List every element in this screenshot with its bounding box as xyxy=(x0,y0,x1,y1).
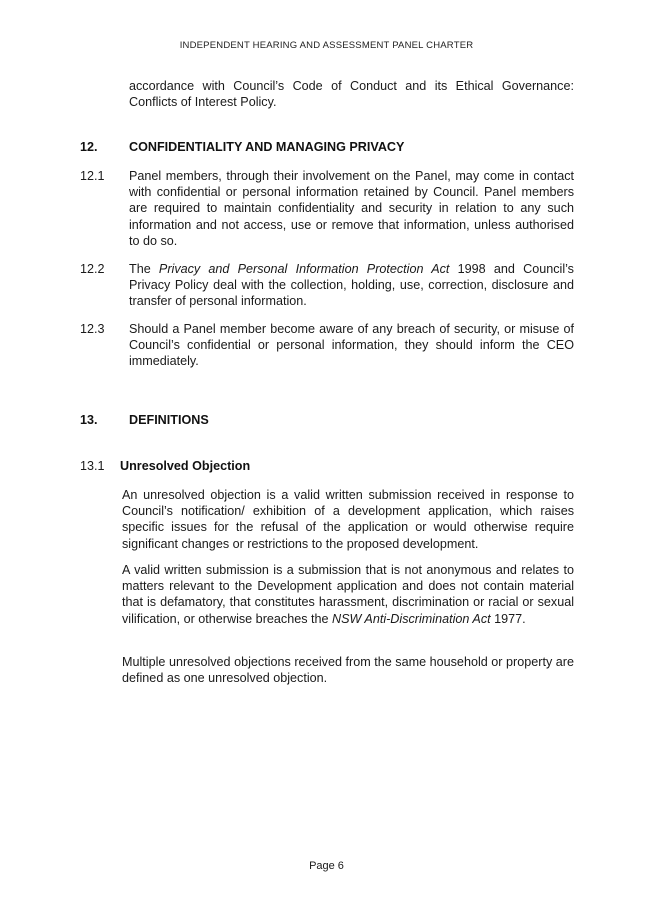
section-13-number: 13. xyxy=(80,413,98,427)
section-12-number: 12. xyxy=(80,140,98,154)
definition-paragraph-3: Multiple unresolved objections received from the same household or property are defined as one unresolved objection. xyxy=(122,655,574,686)
clause-12-2-text xyxy=(129,261,574,310)
clause-12-1-text: Panel members, through their involvement on the Panel, may come in contact with confidential or personal information retained by Council. Panel members are required to maintain confidentiality and security in relation to any such information and not access, use or remove that information, unless authorised to do so. xyxy=(129,169,574,248)
clause-12-2-post: 1998 and Council’s Privacy Policy deal with the collection, holding, use, correction, disclosure and transfer of personal information. xyxy=(129,262,574,309)
clause-12-3-text: Should a Panel member become aware of any breach of security, or misuse of Council’s confidential or personal information, they should inform the CEO immediately. xyxy=(129,322,574,369)
definition-paragraph-1: An unresolved objection is a valid written submission received in response to Council’s notification/ exhibition of a development application, which raises specific issues for the refusal of the application or would otherwise require significant changes or restrictions to the proposed development. xyxy=(122,488,574,551)
clause-12-2-pre: The xyxy=(129,262,159,276)
privacy-act-title: Privacy and Personal Information Protection Act xyxy=(158,262,450,276)
anti-discrimination-act-title: NSW Anti-Discrimination Act xyxy=(332,611,491,626)
clause-12-1-number: 12.1 xyxy=(80,169,105,183)
clause-13-1-title: Unresolved Objection xyxy=(120,459,251,473)
section-13-title: DEFINITIONS xyxy=(129,413,209,427)
document-header: INDEPENDENT HEARING AND ASSESSMENT PANEL CHARTER xyxy=(179,40,474,51)
section-12-title: CONFIDENTIALITY AND MANAGING PRIVACY xyxy=(129,140,405,154)
definition-paragraph-2 xyxy=(122,562,574,627)
clause-13-1-number: 13.1 xyxy=(80,459,105,473)
page-number: Page 6 xyxy=(309,860,344,872)
definition-paragraph-2-post: 1977. xyxy=(490,611,526,626)
clause-12-2-number: 12.2 xyxy=(80,262,105,276)
clause-12-3-number: 12.3 xyxy=(80,322,105,336)
definition-paragraph-2-pre: A valid written submission is a submission that is not anonymous and relates to matters relevant to the Development application and does not contain material that is defamatory, that constitutes harassment, discrimination or racial or sexual vilification, or otherwise breaches the xyxy=(122,563,574,626)
intro-paragraph: accordance with Council’s Code of Conduct and its Ethical Governance: Conflicts of Interest Policy. xyxy=(129,79,574,110)
